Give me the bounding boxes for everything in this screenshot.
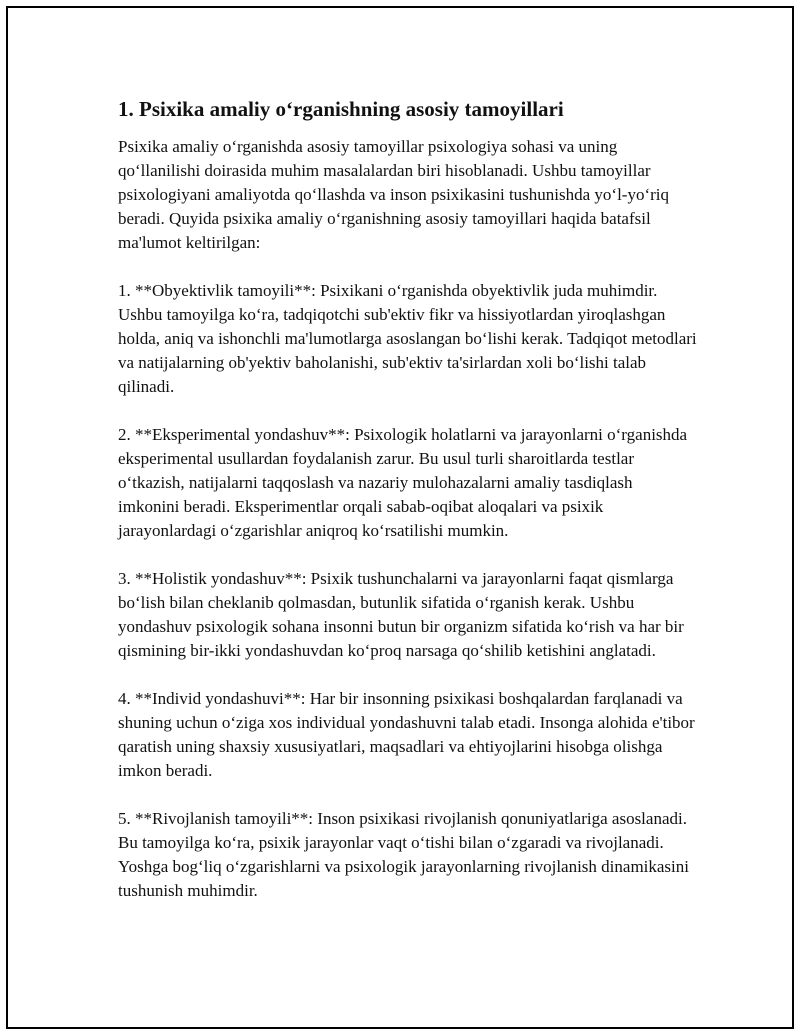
- principle-experimental-paragraph: 2. **Eksperimental yondashuv**: Psixologik holatlarni va jarayonlarni o‘rganishda eksperimental usullardan foydalanish zarur. Bu usul turli sharoitlarda testlar o‘tkazish, natijalarni taqqoslash va nazariy mulohazalarni amaliy tasdiqlash imkonini beradi. Eksperimentlar orqali sabab-oqibat aloqalari va psixik jarayonlardagi o‘zgarishlar aniqroq ko‘rsatilishi mumkin.: [118, 425, 688, 540]
- principle-holistic-paragraph: 3. **Holistik yondashuv**: Psixik tushunchalarni va jarayonlarni faqat qismlarga bo‘lish bilan cheklanib qolmasdan, butunlik sifatida o‘rganish kerak. Ushbu yondashuv psixologik sohana insonni butun bir organizm sifatida ko‘rish va har bir qismining bir-ikki yondashuvdan ko‘proq narsaga qo‘shilib ketishini anglatadi.: [118, 569, 684, 660]
- principle-objectivity-paragraph: 1. **Obyektivlik tamoyili**: Psixikani o‘rganishda obyektivlik juda muhimdir. Ushbu tamoyilga ko‘ra, tadqiqotchi sub'ektiv fikr va hissiyotlardan yiroqlashgan holda, aniq va ishonchli ma'lumotlarga asoslangan bo‘lishi kerak. Tadqiqot metodlari va natijalarning ob'yektiv baholanishi, sub'ektiv ta'sirlardan xoli bo‘lishi talab qilinadi.: [118, 281, 697, 396]
- principle-development-paragraph: 5. **Rivojlanish tamoyili**: Inson psixikasi rivojlanish qonuniyatlariga asoslanadi. Bu tamoyilga ko‘ra, psixik jarayonlar vaqt o‘tishi bilan o‘zgaradi va rivojlanadi. Yoshga bog‘liq o‘zgarishlarni va psixologik jarayonlarning rivojlanish dinamikasini tushunish muhimdir.: [118, 809, 689, 900]
- principle-individual-paragraph: 4. **Individ yondashuvi**: Har bir insonning psixikasi boshqalardan farqlanadi va shuning uchun o‘ziga xos individual yondashuvni talab etadi. Insonga alohida e'tibor qaratish uning shaxsiy xususiyatlari, maqsadlari va ehtiyojlarini hisobga olishga imkon beradi.: [118, 689, 695, 780]
- document-title: 1. Psixika amaliy o‘rganishning asosiy tamoyillari: [118, 97, 564, 121]
- document-page: [6, 6, 794, 1029]
- document-body: [118, 95, 698, 903]
- intro-paragraph: Psixika amaliy o‘rganishda asosiy tamoyillar psixologiya sohasi va uning qo‘llanilishi doirasida muhim masalalardan biri hisoblanadi. Ushbu tamoyillar psixologiyani amaliyotda qo‘llashda va inson psixikasini tushunishda yo‘l-yo‘riq beradi. Quyida psixika amaliy o‘rganishning asosiy tamoyillari haqida batafsil ma'lumot keltirilgan:: [118, 137, 670, 252]
